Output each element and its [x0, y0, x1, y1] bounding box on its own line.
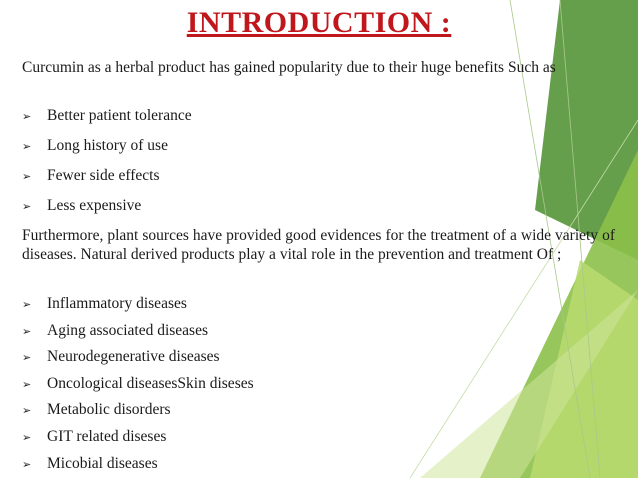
list-item [22, 454, 158, 475]
arrow-bullet-icon: ➢ [22, 459, 32, 471]
list-item [22, 374, 254, 395]
arrow-bullet-icon: ➢ [22, 379, 32, 391]
list-item [22, 400, 171, 421]
disease-label: Metabolic disorders [47, 401, 171, 418]
list-item [22, 427, 166, 448]
disease-label: GIT related diseses [47, 428, 167, 445]
intro-text: Curcumin as a herbal product has gained popularity due to their huge benefits Such as [22, 59, 556, 76]
disease-label: Micobial diseases [47, 455, 158, 472]
arrow-bullet-icon: ➢ [22, 352, 32, 364]
list-item [22, 294, 187, 315]
arrow-bullet-icon: ➢ [22, 432, 32, 444]
body-paragraph: Furthermore, plant sources have provided good evidences for the treatment of a wide variety of diseases. Natural derived products play a vital role in the prevention and treatment Of ; [22, 227, 615, 263]
disease-label: Neurodegenerative diseases [47, 348, 220, 365]
list-item [22, 347, 220, 368]
disease-label: Oncological diseasesSkin diseses [47, 375, 254, 392]
arrow-bullet-icon: ➢ [22, 201, 32, 213]
slide-title: INTRODUCTION : [186, 6, 452, 39]
arrow-bullet-icon: ➢ [22, 299, 32, 311]
benefit-label: Less expensive [47, 197, 142, 214]
arrow-bullet-icon: ➢ [22, 326, 32, 338]
list-item [22, 106, 192, 127]
benefit-label: Fewer side effects [47, 167, 160, 184]
benefit-label: Better patient tolerance [47, 107, 192, 124]
arrow-bullet-icon: ➢ [22, 141, 32, 153]
list-item [22, 166, 159, 187]
arrow-bullet-icon: ➢ [22, 171, 32, 183]
arrow-bullet-icon: ➢ [22, 111, 32, 123]
arrow-bullet-icon: ➢ [22, 405, 32, 417]
list-item [22, 196, 141, 217]
list-item [22, 136, 168, 157]
benefit-label: Long history of use [47, 137, 168, 154]
disease-label: Aging associated diseases [47, 322, 208, 339]
disease-label: Inflammatory diseases [47, 295, 187, 312]
list-item [22, 321, 208, 342]
